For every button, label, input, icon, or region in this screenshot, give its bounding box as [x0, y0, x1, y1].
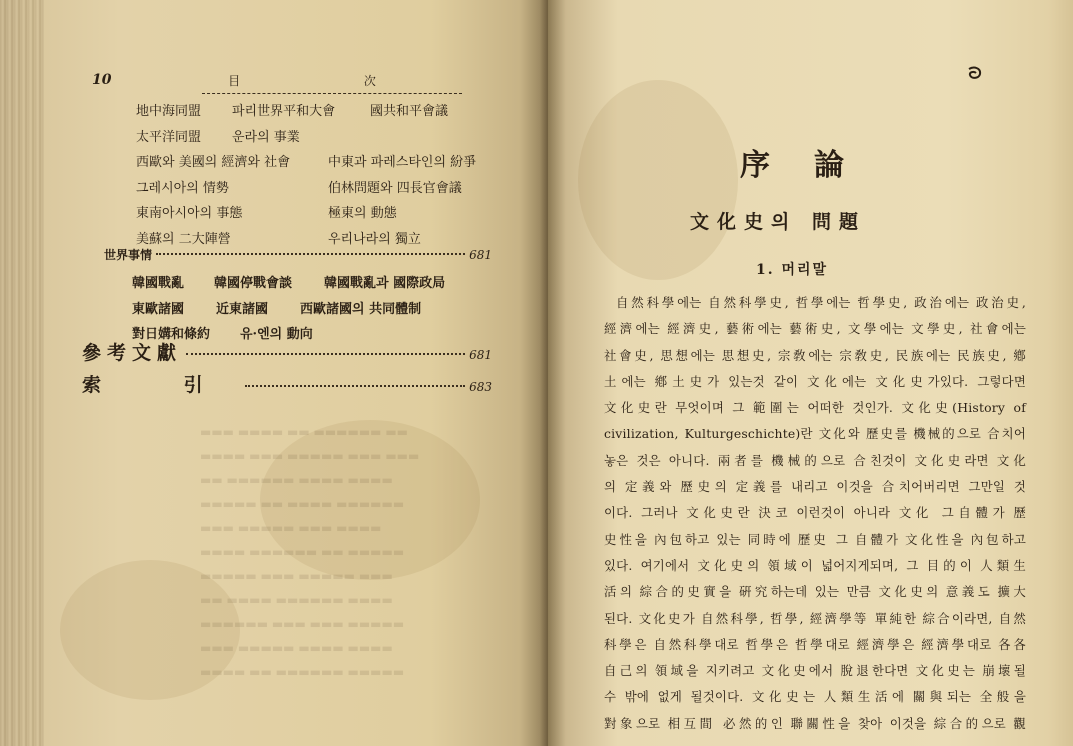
toc-row	[100, 270, 500, 296]
toc-row	[100, 124, 500, 150]
text-line: 의 定義와 歷史의 定義를 내리고 이것을 合치어버리면 그만일 것	[604, 479, 1026, 495]
body-text	[604, 290, 1026, 737]
toc-subitem: 韓國戰亂	[132, 276, 185, 291]
dot-leader	[156, 253, 465, 255]
toc-subitem: 東歐諸國	[132, 301, 185, 317]
toc-subitem: 西歐와 美國의 經濟와 社會	[136, 155, 291, 170]
bleed-through-text: ▬▬▬ ▬▬▬▬ ▬▬ ▬▬▬▬▬▬ ▬▬ ▬▬▬▬ ▬▬▬ ▬▬▬▬▬ ▬▬▬ ▬▬▬ ▬▬ ▬▬▬▬▬▬ ▬▬▬▬ ▬▬▬▬ ▬▬▬▬▬ ▬▬ ▬▬▬▬ ▬▬▬▬▬▬ ▬▬▬ ▬▬▬▬▬ ▬▬▬ ▬▬▬▬ ▬▬▬▬ ▬▬▬▬▬▬ ▬▬ ▬▬▬▬▬ ▬▬▬▬▬ ▬▬▬ ▬▬▬▬▬ ▬▬▬ ▬▬ ▬▬▬▬ ▬▬▬▬▬▬ ▬▬▬▬ ▬▬▬▬▬▬ ▬▬▬ ▬▬▬ ▬▬▬▬▬ ▬▬▬ ▬▬▬▬▬ ▬▬▬▬ ▬▬▬▬ ▬▬▬▬ ▬▬ ▬▬▬▬▬▬ ▬▬▬▬▬	[200, 425, 420, 679]
text-line: 對象으로 相互間 必然的인 聯關性을 찾아 이것을 綜合的으로 觀	[604, 715, 1026, 731]
text-line: 土에는 鄕土史가 있는것 같이 文化에는 文化史가있다. 그렇다면	[604, 373, 1026, 389]
toc-subitem: 伯林問題와 四長官會議	[328, 180, 462, 196]
toc-subitems	[100, 98, 500, 251]
toc-subitem: 極東의 動態	[328, 206, 397, 221]
toc-subitem: 地中海同盟	[136, 104, 202, 119]
text-line: 自己의 領域을 지키려고 文化史에서 脫退한다면 文化史는 崩壞될	[604, 663, 1026, 679]
text-line: 文化史란 무엇이며 그 範圍는 어떠한 것인가. 文化史(History of	[604, 400, 1026, 416]
toc-row	[100, 296, 500, 322]
toc-subitem: 近東諸國	[216, 301, 269, 317]
toc-row	[100, 175, 500, 201]
toc-page-number: 681	[469, 348, 492, 362]
text-line: 있다. 여기에서 文化史의 領域이 넓어지게되며, 그 目的이 人類生	[604, 557, 1026, 573]
toc-subitem: 운라의 事業	[232, 129, 300, 145]
toc-entry-world-affairs[interactable]	[104, 246, 492, 263]
toc-subitem: 유·엔의 動向	[240, 327, 313, 342]
text-line: 活의 綜合的史實을 硏究하는데 있는 만큼 文化史의 意義도 擴大	[604, 584, 1026, 600]
toc-subitem: 國共和平會議	[370, 104, 449, 119]
toc-page-number: 681	[469, 248, 492, 262]
text-line: 社會史, 思想에는 思想史, 宗敎에는 宗敎史, 民族에는 民族史, 鄕	[604, 347, 1026, 363]
section-title: 文化史의 問題	[690, 211, 866, 233]
toc-subitem: 그레시아의 情勢	[136, 180, 229, 196]
text-line: 수 밖에 없게 될것이다. 文化史는 人類生活에 關與되는 全般을	[604, 689, 1026, 705]
page-number: 10	[92, 72, 112, 88]
toc-subitem: 對日媾和條約	[132, 327, 211, 342]
ink-mark-icon	[966, 66, 984, 80]
running-header: 目 次	[202, 72, 462, 94]
dot-leader	[245, 385, 465, 387]
toc-entry-label: 參考文獻	[82, 342, 183, 364]
dot-leader	[186, 353, 465, 355]
toc-subitem: 韓國戰亂과 國際政局	[324, 276, 446, 291]
paper-stain	[578, 80, 738, 280]
text-line: 놓은 것은 아니다. 兩者를 機械的으로 合친것이 文化史라면 文化	[604, 452, 1026, 468]
toc-row	[100, 149, 500, 175]
subsection-title: 1. 머리말	[756, 262, 829, 278]
toc-subitem: 韓國停戰會談	[214, 276, 293, 291]
text-line: 經濟에는 經濟史, 藝術에는 藝術史, 文學에는 文學史, 社會에는	[604, 321, 1026, 337]
toc-subitem: 東南아시아의 事態	[136, 206, 243, 221]
toc-subitem: 中東과 파레스타인의 紛爭	[328, 155, 477, 170]
toc-row	[100, 200, 500, 226]
toc-entry-label: 世界事情	[104, 248, 153, 262]
text-line: 이다. 그러나 文化史란 決코 이런것이 아니라 文化 그自體가 歷	[604, 505, 1026, 521]
toc-subitem: 美蘇의 二大陣營	[136, 231, 231, 247]
toc-subitem: 우리나라의 獨立	[328, 231, 421, 247]
text-line: 科學은 自然科學대로 哲學은 哲學대로 經濟學은 經濟學대로 各各	[604, 636, 1026, 652]
toc-subitem: 파리世界平和大會	[232, 104, 336, 119]
toc-entry-references[interactable]	[82, 338, 492, 365]
text-line: civilization, Kulturgeschichte)란 文化와 歷史를 機械的으로 合치어	[604, 426, 1026, 442]
text-line: 된다. 文化史가 自然科學, 哲學, 經濟學等 單純한 綜合이라면, 自然	[604, 610, 1026, 626]
page-edges	[0, 0, 44, 746]
toc-subitem: 西歐諸國의 共同體制	[300, 301, 422, 317]
text-line: 史性을 內包하고 있는 同時에 歷史 그 自體가 文化性을 內包하고	[604, 531, 1026, 547]
toc-page-number: 683	[469, 380, 492, 394]
toc-subitem: 太平洋同盟	[136, 129, 202, 145]
toc-entry-index[interactable]	[82, 370, 492, 397]
text-line: 自然科學에는 自然科學史, 哲學에는 哲學史, 政治에는 政治史,	[616, 295, 1026, 310]
chapter-title: 序論	[740, 148, 888, 183]
toc-subitems-2	[100, 270, 500, 347]
toc-header	[92, 72, 492, 94]
toc-row	[100, 98, 500, 124]
toc-entry-label: 索 引	[82, 374, 241, 396]
